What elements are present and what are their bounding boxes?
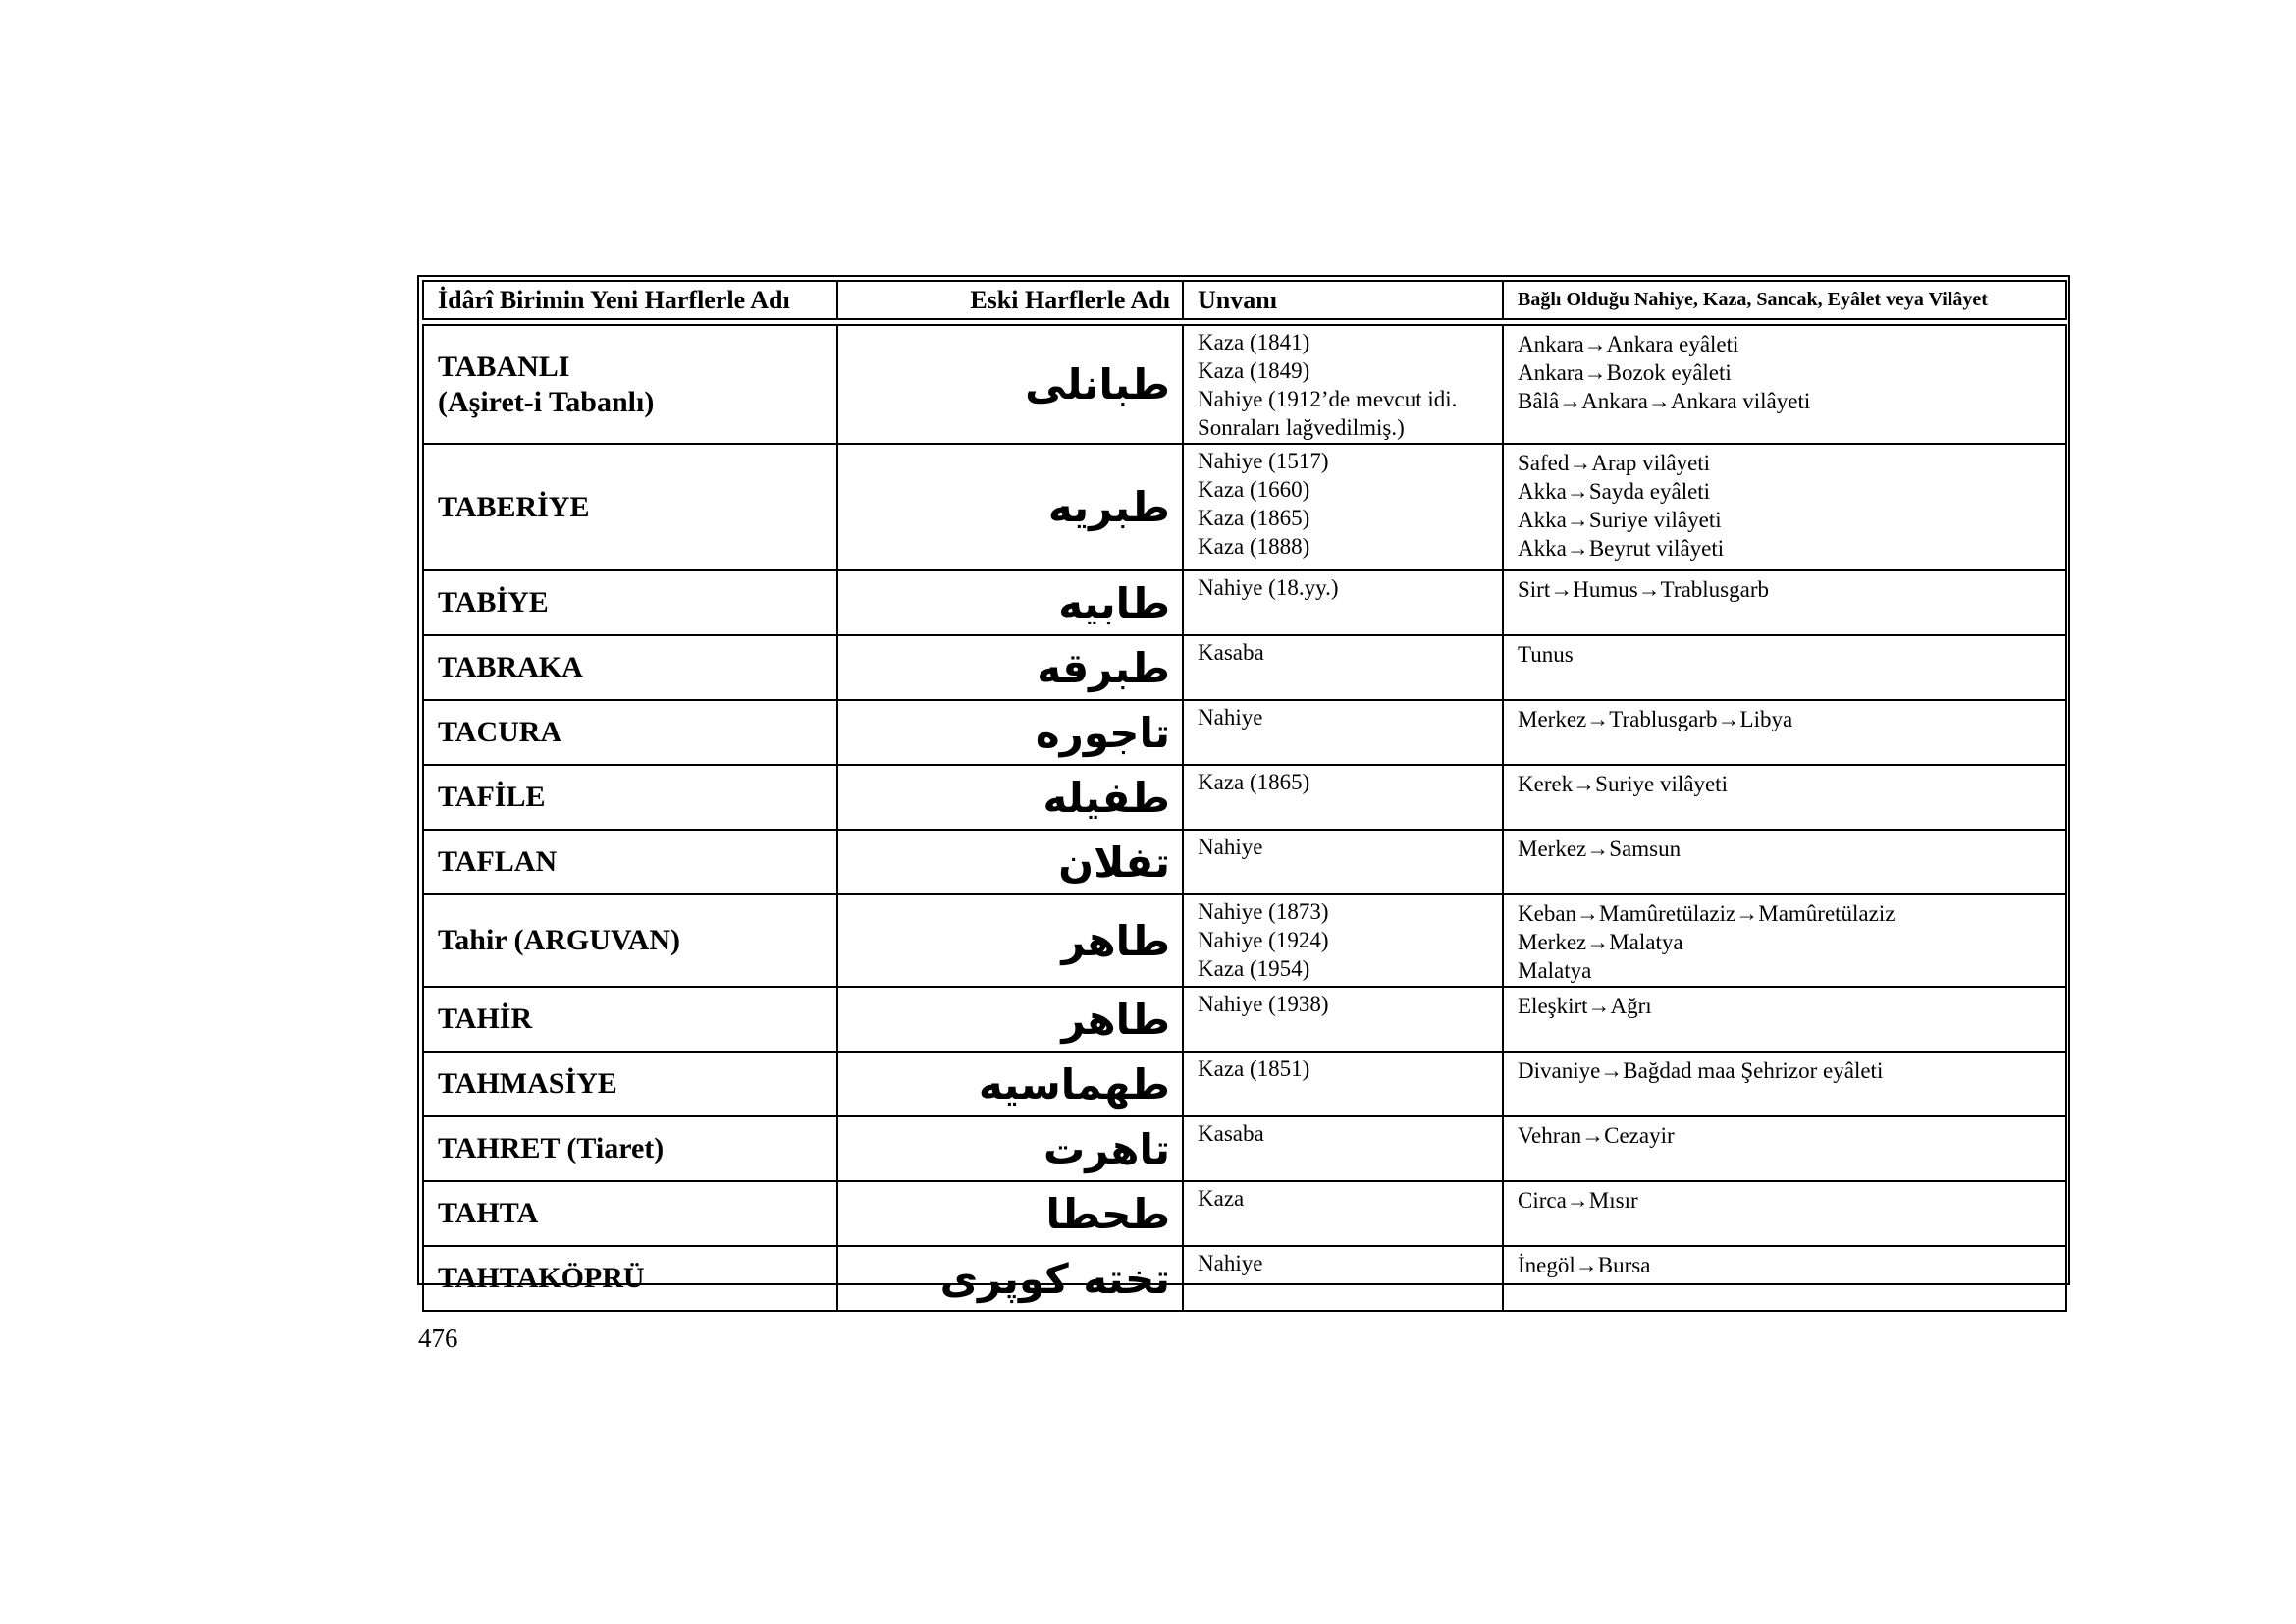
cell-affiliation bbox=[1503, 765, 2066, 830]
name-line: Tahir (ARGUVAN) bbox=[438, 924, 680, 956]
cell-old-name: طاهر bbox=[837, 894, 1183, 987]
affiliation-line: Akka→Beyrut vilâyeti bbox=[1518, 536, 1725, 561]
affiliation-line: Eleşkirt→Ağrı bbox=[1518, 994, 1652, 1018]
affiliation-line: Sirt→Humus→Trablusgarb bbox=[1518, 577, 1769, 602]
table-row bbox=[423, 700, 2066, 765]
title-line: Nahiye (18.yy.) bbox=[1198, 575, 1339, 600]
cell-new-name bbox=[423, 1181, 837, 1246]
cell-old-name: طفيله bbox=[837, 765, 1183, 830]
cell-old-name: تفلان bbox=[837, 830, 1183, 894]
header-affiliation: Bağlı Olduğu Nahiye, Kaza, Sancak, Eyâlet veya Vilâyet bbox=[1503, 281, 2066, 319]
table-row bbox=[423, 635, 2066, 700]
cell-old-name: تاجوره bbox=[837, 700, 1183, 765]
header-old-name: Eski Harflerle Adı bbox=[837, 281, 1183, 319]
cell-title bbox=[1183, 570, 1503, 635]
cell-old-name: طحطا bbox=[837, 1181, 1183, 1246]
name-line: TABİYE bbox=[438, 586, 549, 619]
cell-old-name: طهماسيه bbox=[837, 1052, 1183, 1116]
cell-title bbox=[1183, 700, 1503, 765]
title-line: Nahiye (1912’de mevcut idi. bbox=[1198, 387, 1458, 411]
title-line: Nahiye bbox=[1198, 705, 1263, 730]
name-line: TAHTAKÖPRÜ bbox=[438, 1262, 645, 1294]
cell-title bbox=[1183, 444, 1503, 570]
cell-affiliation bbox=[1503, 1181, 2066, 1246]
title-line: Nahiye (1938) bbox=[1198, 992, 1329, 1016]
header-title: Unvanı bbox=[1183, 281, 1503, 319]
affiliation-line: Akka→Sayda eyâleti bbox=[1518, 479, 1711, 504]
title-line: Kaza (1851) bbox=[1198, 1056, 1310, 1081]
title-line: Kaza (1865) bbox=[1198, 506, 1310, 530]
cell-title bbox=[1183, 1052, 1503, 1116]
affiliation-line: Merkez→Samsun bbox=[1518, 837, 1682, 861]
page-number: 476 bbox=[418, 1324, 458, 1353]
table-row bbox=[423, 1052, 2066, 1116]
cell-title bbox=[1183, 1246, 1503, 1311]
cell-new-name bbox=[423, 700, 837, 765]
cell-title bbox=[1183, 765, 1503, 830]
cell-new-name bbox=[423, 325, 837, 444]
table-body bbox=[422, 324, 2065, 1303]
title-line: Kaza (1849) bbox=[1198, 358, 1310, 383]
cell-title bbox=[1183, 894, 1503, 987]
cell-affiliation bbox=[1503, 700, 2066, 765]
cell-affiliation bbox=[1503, 987, 2066, 1052]
cell-new-name bbox=[423, 987, 837, 1052]
affiliation-line: Merkez→Malatya bbox=[1518, 930, 1683, 954]
table-row bbox=[423, 1116, 2066, 1181]
affiliation-line: Merkez→Trablusgarb→Libya bbox=[1518, 707, 1793, 731]
title-line: Kasaba bbox=[1198, 640, 1264, 665]
affiliation-line: Vehran→Cezayir bbox=[1518, 1123, 1675, 1148]
name-line: TABERİYE bbox=[438, 490, 590, 523]
cell-old-name: طابيه bbox=[837, 570, 1183, 635]
title-line: Nahiye bbox=[1198, 835, 1263, 859]
cell-affiliation bbox=[1503, 444, 2066, 570]
cell-title bbox=[1183, 325, 1503, 444]
title-line: Nahiye (1873) bbox=[1198, 899, 1329, 924]
affiliation-line: Tunus bbox=[1518, 642, 1574, 667]
table-row bbox=[423, 325, 2066, 444]
cell-old-name: تخته کوپری bbox=[837, 1246, 1183, 1311]
name-line: TAFİLE bbox=[438, 781, 546, 813]
cell-new-name bbox=[423, 1116, 837, 1181]
affiliation-line: Malatya bbox=[1518, 958, 1592, 983]
title-line: Kaza bbox=[1198, 1186, 1245, 1211]
cell-new-name bbox=[423, 830, 837, 894]
table-row bbox=[423, 570, 2066, 635]
cell-title bbox=[1183, 1181, 1503, 1246]
title-line: Nahiye bbox=[1198, 1251, 1263, 1275]
title-line: Kasaba bbox=[1198, 1121, 1264, 1146]
header-new-name: İdârî Birimin Yeni Harflerle Adı bbox=[423, 281, 837, 319]
title-line: Kaza (1954) bbox=[1198, 956, 1310, 981]
name-line: TABRAKA bbox=[438, 651, 583, 683]
title-line: Kaza (1841) bbox=[1198, 330, 1310, 354]
table-row bbox=[423, 1181, 2066, 1246]
name-line: TAHMASİYE bbox=[438, 1067, 617, 1100]
affiliation-line: Keban→Mamûretülaziz→Mamûretülaziz bbox=[1518, 901, 1896, 926]
cell-title bbox=[1183, 830, 1503, 894]
cell-new-name bbox=[423, 635, 837, 700]
cell-affiliation bbox=[1503, 894, 2066, 987]
cell-old-name: طبريه bbox=[837, 444, 1183, 570]
cell-new-name bbox=[423, 1246, 837, 1311]
cell-affiliation bbox=[1503, 1246, 2066, 1311]
cell-title bbox=[1183, 1116, 1503, 1181]
affiliation-line: Ankara→Bozok eyâleti bbox=[1518, 360, 1732, 385]
cell-new-name bbox=[423, 894, 837, 987]
title-line: Sonraları lağvedilmiş.) bbox=[1198, 415, 1405, 440]
table-row bbox=[423, 894, 2066, 987]
affiliation-line: Safed→Arap vilâyeti bbox=[1518, 451, 1711, 475]
table-row bbox=[423, 765, 2066, 830]
cell-affiliation bbox=[1503, 635, 2066, 700]
cell-affiliation bbox=[1503, 325, 2066, 444]
cell-affiliation bbox=[1503, 1052, 2066, 1116]
affiliation-line: Akka→Suriye vilâyeti bbox=[1518, 508, 1722, 532]
title-line: Nahiye (1517) bbox=[1198, 449, 1329, 473]
table-row bbox=[423, 1246, 2066, 1311]
name-line: (Aşiret-i Tabanlı) bbox=[438, 385, 655, 418]
name-line: TABANLI bbox=[438, 350, 570, 383]
affiliation-line: Divaniye→Bağdad maa Şehrizor eyâleti bbox=[1518, 1058, 1884, 1083]
cell-affiliation bbox=[1503, 1116, 2066, 1181]
title-line: Kaza (1888) bbox=[1198, 534, 1310, 559]
cell-affiliation bbox=[1503, 570, 2066, 635]
table-row bbox=[423, 987, 2066, 1052]
cell-new-name bbox=[423, 1052, 837, 1116]
name-line: TAHTA bbox=[438, 1197, 539, 1229]
cell-title bbox=[1183, 987, 1503, 1052]
cell-new-name bbox=[423, 444, 837, 570]
name-line: TAFLAN bbox=[438, 845, 558, 878]
affiliation-line: Bâlâ→Ankara→Ankara vilâyeti bbox=[1518, 389, 1811, 413]
cell-title bbox=[1183, 635, 1503, 700]
name-line: TAHİR bbox=[438, 1002, 533, 1035]
header-row bbox=[423, 281, 2066, 319]
table-row bbox=[423, 830, 2066, 894]
cell-affiliation bbox=[1503, 830, 2066, 894]
table-header bbox=[422, 280, 2065, 320]
cell-old-name: تاهرت bbox=[837, 1116, 1183, 1181]
affiliation-line: Circa→Mısır bbox=[1518, 1188, 1638, 1213]
title-line: Nahiye (1924) bbox=[1198, 928, 1329, 952]
name-line: TAHRET (Tiaret) bbox=[438, 1132, 665, 1164]
table-row bbox=[423, 444, 2066, 570]
affiliation-line: Kerek→Suriye vilâyeti bbox=[1518, 772, 1728, 796]
name-line: TACURA bbox=[438, 716, 562, 748]
title-line: Kaza (1865) bbox=[1198, 770, 1310, 794]
cell-old-name: طبانلی bbox=[837, 325, 1183, 444]
title-line: Kaza (1660) bbox=[1198, 477, 1310, 502]
affiliation-line: Ankara→Ankara eyâleti bbox=[1518, 332, 1739, 356]
cell-old-name: طبرقه bbox=[837, 635, 1183, 700]
cell-new-name bbox=[423, 570, 837, 635]
cell-old-name: طاهر bbox=[837, 987, 1183, 1052]
cell-new-name bbox=[423, 765, 837, 830]
affiliation-line: İnegöl→Bursa bbox=[1518, 1253, 1651, 1277]
